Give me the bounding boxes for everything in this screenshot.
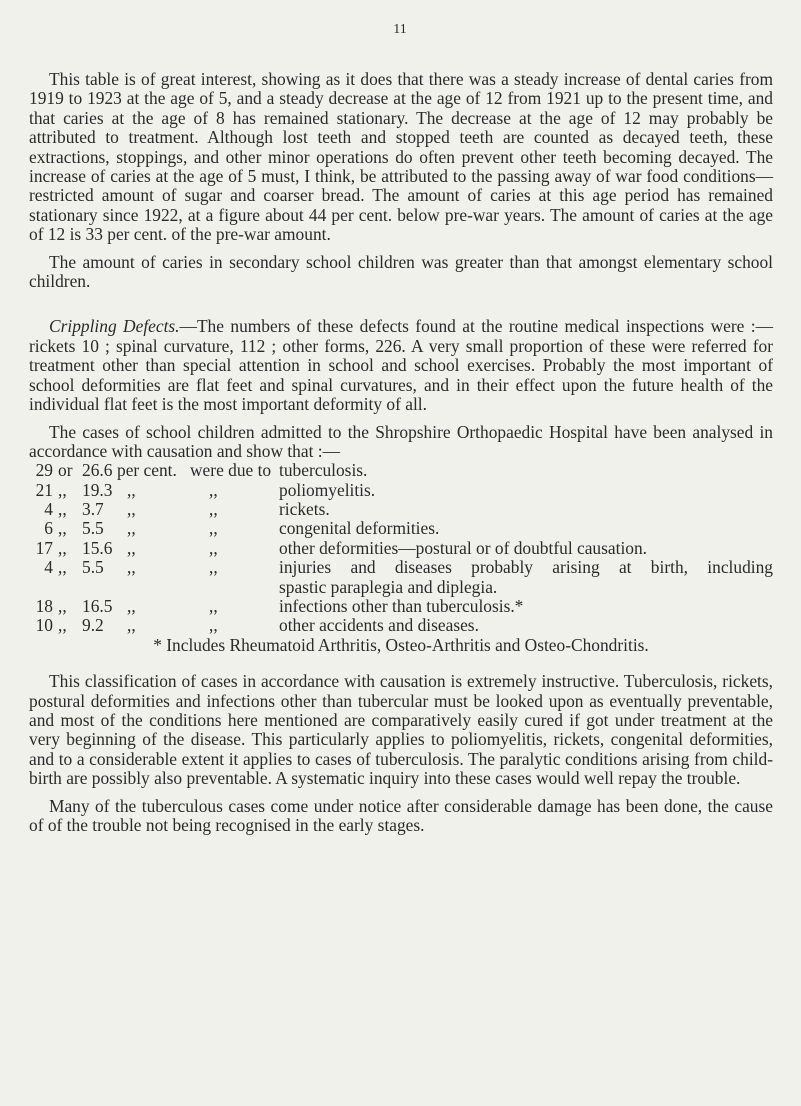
causation-table [29,461,773,655]
paragraph-orthopaedic-hospital: The cases of school children admitted to the Shropshire Orthopaedic Hospital have been analysed in accordance with causation and show that :— [29,421,773,461]
cause-label: tuberculosis. [279,460,368,481]
paragraph-classification: This classification of cases in accordance with causation is extremely instructive. Tuberculosis, rickets, postural deformities and infections other than tubercular must be looked upon as eventually preventable, and most of the conditions here mentioned are comparatively easily cured if got under treatment at the very beginning of the disease. This particularly applies to poliomyelitis, rickets, congenital deformities, and to a considerable extent it applies to cases of tuberculosis. The paralytic conditions arising from child-birth are possibly also preventable. A systematic inquiry into these cases would well repay the trouble. [29,671,773,789]
case-count: 4 [44,499,53,520]
unit-label: per cent. [117,460,177,481]
separator: ,, [58,596,67,617]
percentage: 9.2 [82,615,104,636]
unit-label: ,, [127,596,136,617]
crippling-defects-text: —The numbers of these defects found at the routine medical inspections were :—rickets 10 ; spinal curvature, 112 ; other forms, 226. A very small proportion of these were referred for treatment other than special attention in school and school exercises. Probably the most important of school deformities are flat feet and spinal curvatures, and in their effect upon the future health of the individual flat feet is the most important deformity of all. [29,316,773,415]
section-heading-crippling-defects: Crippling Defects. [49,316,180,337]
cause-label: other deformities—postural or of doubtful causation. [279,537,648,558]
table-row [29,481,773,500]
case-count: 29 [35,460,53,481]
separator: ,, [58,499,67,520]
table-row [29,461,773,480]
cause-label: rickets. [279,499,330,520]
verb-label: ,, [209,596,218,617]
paragraph-dental-caries: This table is of great interest, showing as it does that there was a steady increase of dental caries from 1919 to 1923 at the age of 5, and a steady decrease at the age of 12 from 1921 up to the present time, and that caries at the age of 8 has remained stationary. The decrease at the age of 12 may probably be attributed to treatment. Although lost teeth and stopped teeth are counted as decayed teeth, these extractions, stoppings, and other minor operations do often prevent other teeth becoming decayed. The increase of caries at the age of 5 must, I think, be attributed to the passing away of war food conditions—restricted amount of sugar and coarser bread. The amount of caries at this age period has remained stationary since 1922, at a figure about 44 per cent. below pre-war years. The amount of caries at the age of 12 is 33 per cent. of the pre-war amount. [29,69,773,245]
percentage: 16.5 [82,596,113,617]
cause-label: poliomyelitis. [279,479,376,500]
table-row [29,539,773,558]
case-count: 6 [44,518,53,539]
verb-label: ,, [209,499,218,520]
separator: ,, [58,615,67,636]
percentage: 26.6 [82,460,113,481]
unit-label: ,, [127,518,136,539]
percentage: 5.5 [82,518,104,539]
table-row [29,597,773,616]
separator: ,, [58,518,67,539]
cause-label [279,558,773,597]
unit-label: ,, [127,479,136,500]
percentage: 3.7 [82,499,104,520]
verb-label: ,, [209,537,218,558]
unit-label: ,, [127,615,136,636]
cause-label: congenital deformities. [279,518,440,539]
paragraph-crippling-defects [29,317,773,414]
unit-label: ,, [127,499,136,520]
percentage: 15.6 [82,537,113,558]
percentage: 19.3 [82,479,113,500]
paragraph-secondary-schools: The amount of caries in secondary school children was greater than that amongst elementary school children. [29,251,773,292]
case-count: 18 [35,596,53,617]
case-count: 10 [35,615,53,636]
verb-label: ,, [209,615,218,636]
case-count: 4 [44,557,53,578]
table-row [29,500,773,519]
cause-label: other accidents and diseases. [279,615,479,636]
case-count: 17 [35,537,53,558]
verb-label: ,, [209,557,218,578]
verb-label: ,, [209,479,218,500]
table-footnote: * Includes Rheumatoid Arthritis, Osteo-Arthritis and Osteo-Chondritis. [153,634,649,655]
table-row [29,616,773,635]
separator: ,, [58,479,67,500]
cause-line-2: spastic paraplegia and diplegia. [279,576,498,597]
percentage: 5.5 [82,557,104,578]
separator: ,, [58,557,67,578]
cause-label: infections other than tuberculosis.* [279,596,524,617]
unit-label: ,, [127,537,136,558]
verb-label: ,, [209,518,218,539]
paragraph-tuberculous-cases: Many of the tuberculous cases come under notice after considerable damage has been done, the cause of of the trouble not being recognised in the early stages. [29,795,773,836]
page-number: 11 [393,22,407,37]
case-count: 21 [35,479,53,500]
unit-label: ,, [127,557,136,578]
table-row [29,558,773,597]
cause-line-1: injuries and diseases probably arising at birth, including [279,557,773,578]
separator: ,, [58,537,67,558]
verb-label: were due to [190,460,272,481]
table-row [29,519,773,538]
page-body [29,70,773,836]
separator: or [58,460,73,481]
